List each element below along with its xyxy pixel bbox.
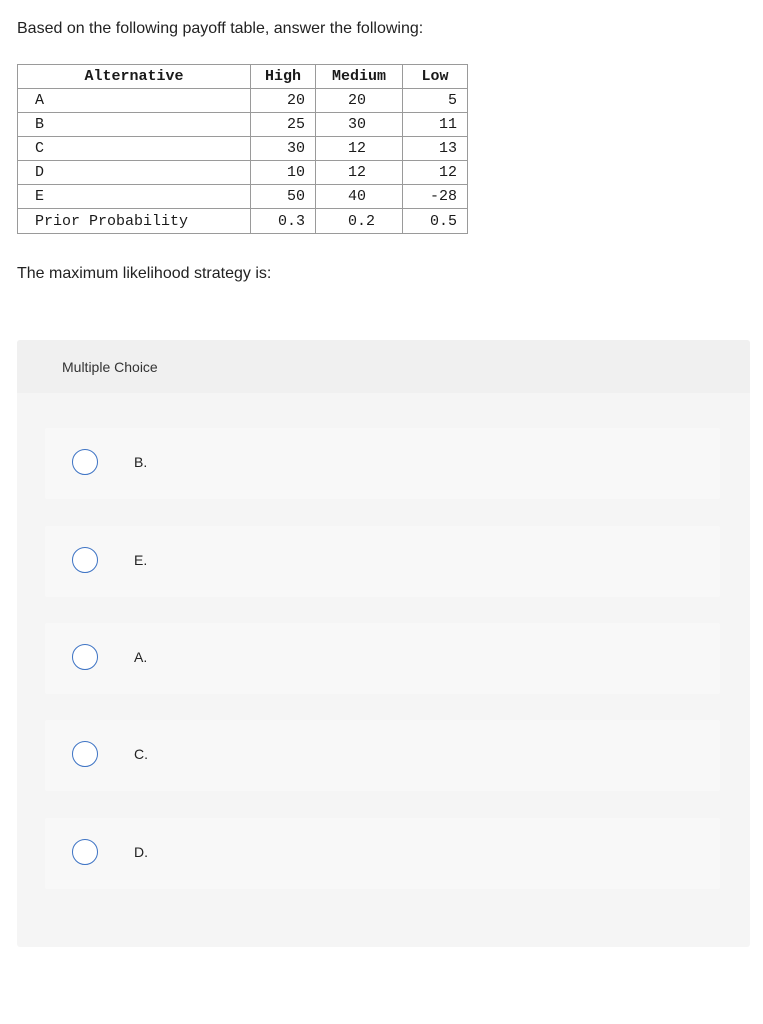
header-high: High bbox=[251, 65, 316, 89]
medium-cell: 20 bbox=[316, 89, 403, 113]
header-low: Low bbox=[403, 65, 468, 89]
table-row bbox=[18, 161, 468, 185]
question-text: The maximum likelihood strategy is: bbox=[17, 265, 272, 282]
low-cell: 5 bbox=[403, 89, 468, 113]
radio-button-icon[interactable] bbox=[72, 741, 98, 767]
alternative-cell: C bbox=[18, 137, 251, 161]
radio-button-icon[interactable] bbox=[72, 449, 98, 475]
prior-probability-row bbox=[18, 209, 468, 234]
choice-label: C. bbox=[134, 746, 148, 762]
table-row bbox=[18, 113, 468, 137]
radio-button-icon[interactable] bbox=[72, 839, 98, 865]
medium-cell: 12 bbox=[316, 137, 403, 161]
table-row bbox=[18, 89, 468, 113]
multiple-choice-header bbox=[17, 340, 750, 393]
medium-cell: 40 bbox=[316, 185, 403, 209]
high-cell: 20 bbox=[251, 89, 316, 113]
question-prompt: Based on the following payoff table, answer the following: bbox=[17, 20, 424, 37]
choice-label: A. bbox=[134, 649, 148, 665]
choice-label: D. bbox=[134, 844, 148, 860]
choice-option-d[interactable] bbox=[45, 818, 720, 889]
payoff-table bbox=[17, 64, 468, 234]
alternative-cell: Prior Probability bbox=[18, 209, 251, 234]
choice-label: B. bbox=[134, 454, 148, 470]
low-cell: -28 bbox=[403, 185, 468, 209]
high-cell: 30 bbox=[251, 137, 316, 161]
radio-button-icon[interactable] bbox=[72, 547, 98, 573]
medium-cell: 0.2 bbox=[316, 209, 403, 234]
choice-option-e[interactable] bbox=[45, 526, 720, 597]
alternative-cell: E bbox=[18, 185, 251, 209]
choice-label: E. bbox=[134, 552, 148, 568]
radio-button-icon[interactable] bbox=[72, 644, 98, 670]
high-cell: 0.3 bbox=[251, 209, 316, 234]
alternative-cell: B bbox=[18, 113, 251, 137]
choice-option-b[interactable] bbox=[45, 428, 720, 499]
header-alternative: Alternative bbox=[18, 65, 251, 89]
alternative-cell: A bbox=[18, 89, 251, 113]
high-cell: 10 bbox=[251, 161, 316, 185]
alternative-cell: D bbox=[18, 161, 251, 185]
multiple-choice-title: Multiple Choice bbox=[62, 359, 158, 375]
high-cell: 50 bbox=[251, 185, 316, 209]
choice-option-c[interactable] bbox=[45, 720, 720, 791]
medium-cell: 30 bbox=[316, 113, 403, 137]
table-row bbox=[18, 185, 468, 209]
high-cell: 25 bbox=[251, 113, 316, 137]
table-header-row bbox=[18, 65, 468, 89]
low-cell: 0.5 bbox=[403, 209, 468, 234]
multiple-choice-panel bbox=[17, 340, 750, 947]
low-cell: 12 bbox=[403, 161, 468, 185]
low-cell: 13 bbox=[403, 137, 468, 161]
table-row bbox=[18, 137, 468, 161]
header-medium: Medium bbox=[316, 65, 403, 89]
choice-option-a[interactable] bbox=[45, 623, 720, 694]
low-cell: 11 bbox=[403, 113, 468, 137]
medium-cell: 12 bbox=[316, 161, 403, 185]
